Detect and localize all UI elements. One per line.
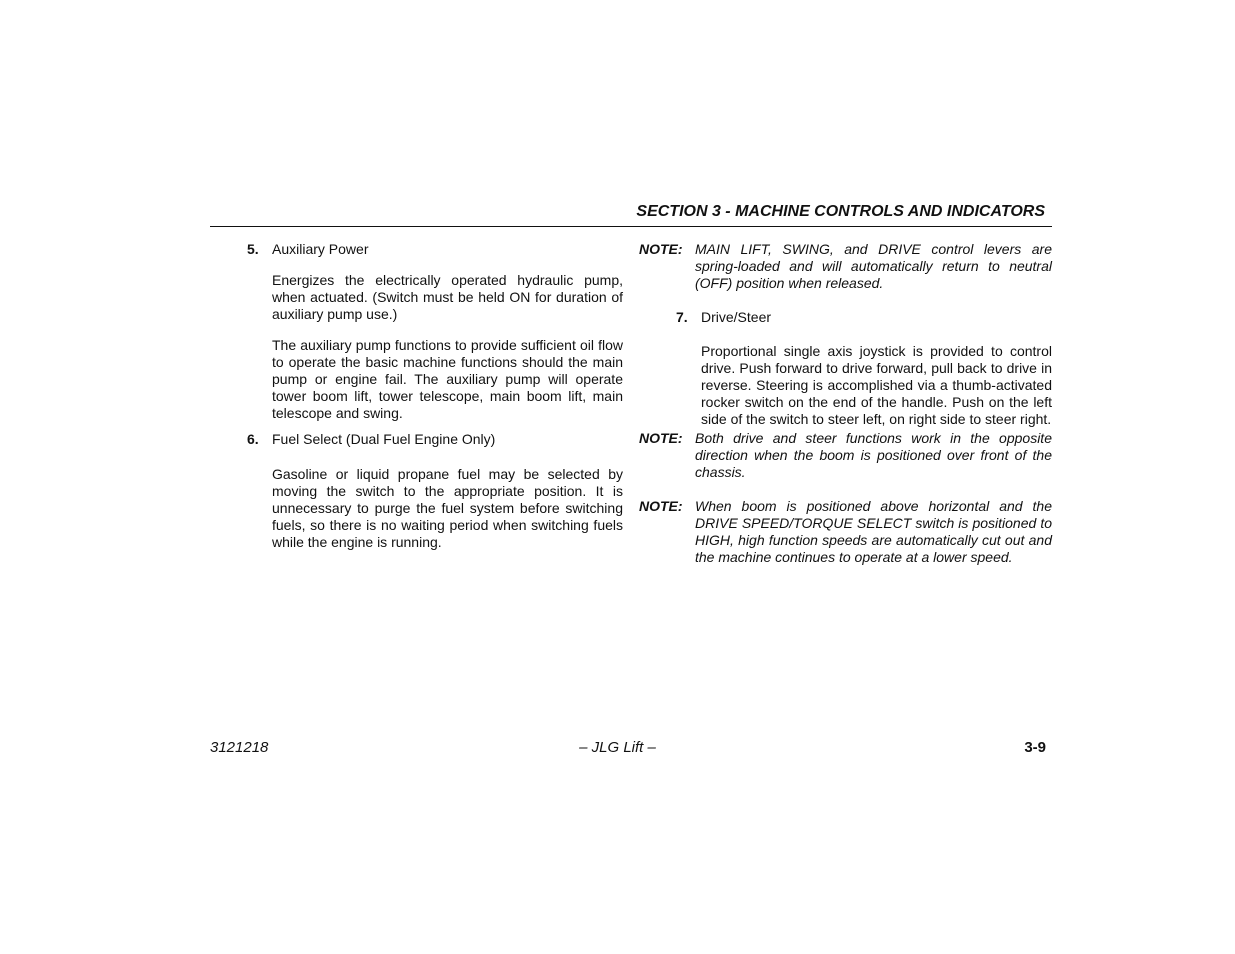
list-item-drive-steer <box>638 309 1052 428</box>
item-paragraph: Gasoline or liquid propane fuel may be selected by moving the switch to the appropriate position. It is unnecessary to purge the fuel system before switching fuels, so there is no waiting period when switching fuels while the engine is running. <box>272 466 623 550</box>
item-title: Auxiliary Power <box>272 241 369 257</box>
item-title: Fuel Select (Dual Fuel Engine Only) <box>272 431 496 447</box>
item-paragraph: Energizes the electrically operated hydraulic pump, when actuated. (Switch must be held ON for duration of auxiliary pump use.) <box>272 272 623 322</box>
list-item-auxiliary-power <box>240 241 623 422</box>
item-number: 7. <box>676 309 688 325</box>
footer-doc-number: 3121218 <box>210 739 269 756</box>
note-text: Both drive and steer functions work in the opposite direction when the boom is positioned over front of the chassis. <box>695 430 1052 480</box>
note-label: NOTE: <box>639 498 683 514</box>
note-control-levers <box>638 241 1052 292</box>
item-number: 6. <box>247 431 259 447</box>
note-high-speed-cutout <box>638 498 1052 566</box>
section-title: SECTION 3 - MACHINE CONTROLS AND INDICATORS <box>636 203 1045 220</box>
header-rule <box>210 226 1052 227</box>
right-column <box>638 241 1052 566</box>
item-paragraph: Proportional single axis joystick is provided to control drive. Push forward to drive forward, pull back to drive in reverse. Steering is accomplished via a thumb-activated rocker switch on the end of the handle. Push on the left side of the switch to steer left, on right side to steer right. <box>701 343 1052 427</box>
footer-page-number: 3-9 <box>1024 739 1046 756</box>
note-text: MAIN LIFT, SWING, and DRIVE control levers are spring-loaded and will automatically return to neutral (OFF) position when released. <box>695 241 1052 291</box>
item-title: Drive/Steer <box>701 309 772 325</box>
item-number: 5. <box>247 241 259 257</box>
note-opposite-direction <box>638 430 1052 481</box>
left-column <box>240 241 623 551</box>
item-paragraph: The auxiliary pump functions to provide sufficient oil flow to operate the basic machine functions should the main pump or engine fail. The auxiliary pump will operate tower boom lift, tower telescope, main boom lift, main telescope and swing. <box>272 337 623 421</box>
note-label: NOTE: <box>639 241 683 257</box>
list-item-fuel-select <box>240 431 623 551</box>
note-text: When boom is positioned above horizontal and the DRIVE SPEED/TORQUE SELECT switch is positioned to HIGH, high function speeds are automatically cut out and the machine continues to operate at a lower speed. <box>695 498 1052 565</box>
note-label: NOTE: <box>639 430 683 446</box>
footer-publisher: – JLG Lift – <box>579 739 656 756</box>
